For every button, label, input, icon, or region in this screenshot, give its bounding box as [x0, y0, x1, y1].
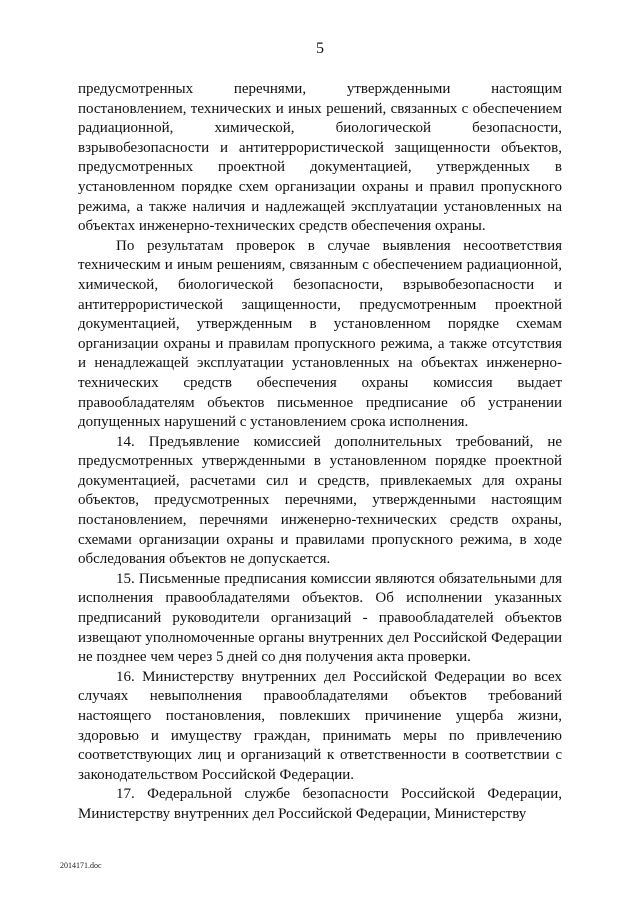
paragraph-item-14: 14. Предъявление комиссией дополнительных требований, не предусмотренных утвержденными в установленном порядке проектной документацией, расчетами сил и средств, привлекаемых для охраны объектов, предусмотренных перечнями, утвержденными настоящим постановлением, перечнями инженерно-технических средств охраны, схемами организации охраны и правилами пропускного режима, в ходе обследования объектов не допускается.: [78, 433, 562, 568]
paragraph-inspection-results: По результатам проверок в случае выявления несоответствия техническим и иным решениям, связанным с обеспечением радиационной, химической, биологической безопасности, взрывобезопасности и антитеррористической защищенности, предусмотренным проектной документацией, утвержденным в установленном порядке схемам организации охраны и правилам пропускного режима, а также отсутствия и ненадлежащей эксплуатации установленных на объектах инженерно-технических средств обеспечения охраны комиссия выдает правообладателям объектов письменное предписание об устранении допущенных нарушений с установлением срока исполнения.: [78, 237, 562, 431]
page-number: 5: [316, 40, 324, 57]
paragraph-item-15: 15. Письменные предписания комиссии являются обязательными для исполнения правообладателями объектов. Об исполнении указанных предписаний руководители организаций - правообладателей объектов извещают уполномоченные органы внутренних дел Российской Федерации не позднее чем через 5 дней со дня получения акта проверки.: [78, 570, 562, 666]
paragraph-item-17: 17. Федеральной службе безопасности Российской Федерации, Министерству внутренних дел Российской Федерации, Министерству: [78, 786, 562, 822]
document-body: [78, 80, 562, 825]
paragraph-item-16: 16. Министерству внутренних дел Российской Федерации во всех случаях невыполнения правообладателями объектов требований настоящего постановления, повлекших причинение ущерба жизни, здоровью и имуществу граждан, принимать меры по привлечению соответствующих лиц и организаций к ответственности в соответствии с законодательством Российской Федерации.: [78, 668, 562, 783]
paragraph-continuation: предусмотренных перечнями, утвержденными настоящим постановлением, технических и иных решений, связанных с обеспечением радиационной, химической, биологической безопасности, взрывобезопасности и антитеррористической защищенности объектов, предусмотренных проектной документацией, утвержденных в установленном порядке схем организации охраны и правил пропускного режима, а также наличия и надлежащей эксплуатации установленных на объектах инженерно-технических средств обеспечения охраны.: [78, 81, 562, 235]
document-filename: 2014171.doc: [60, 861, 102, 870]
